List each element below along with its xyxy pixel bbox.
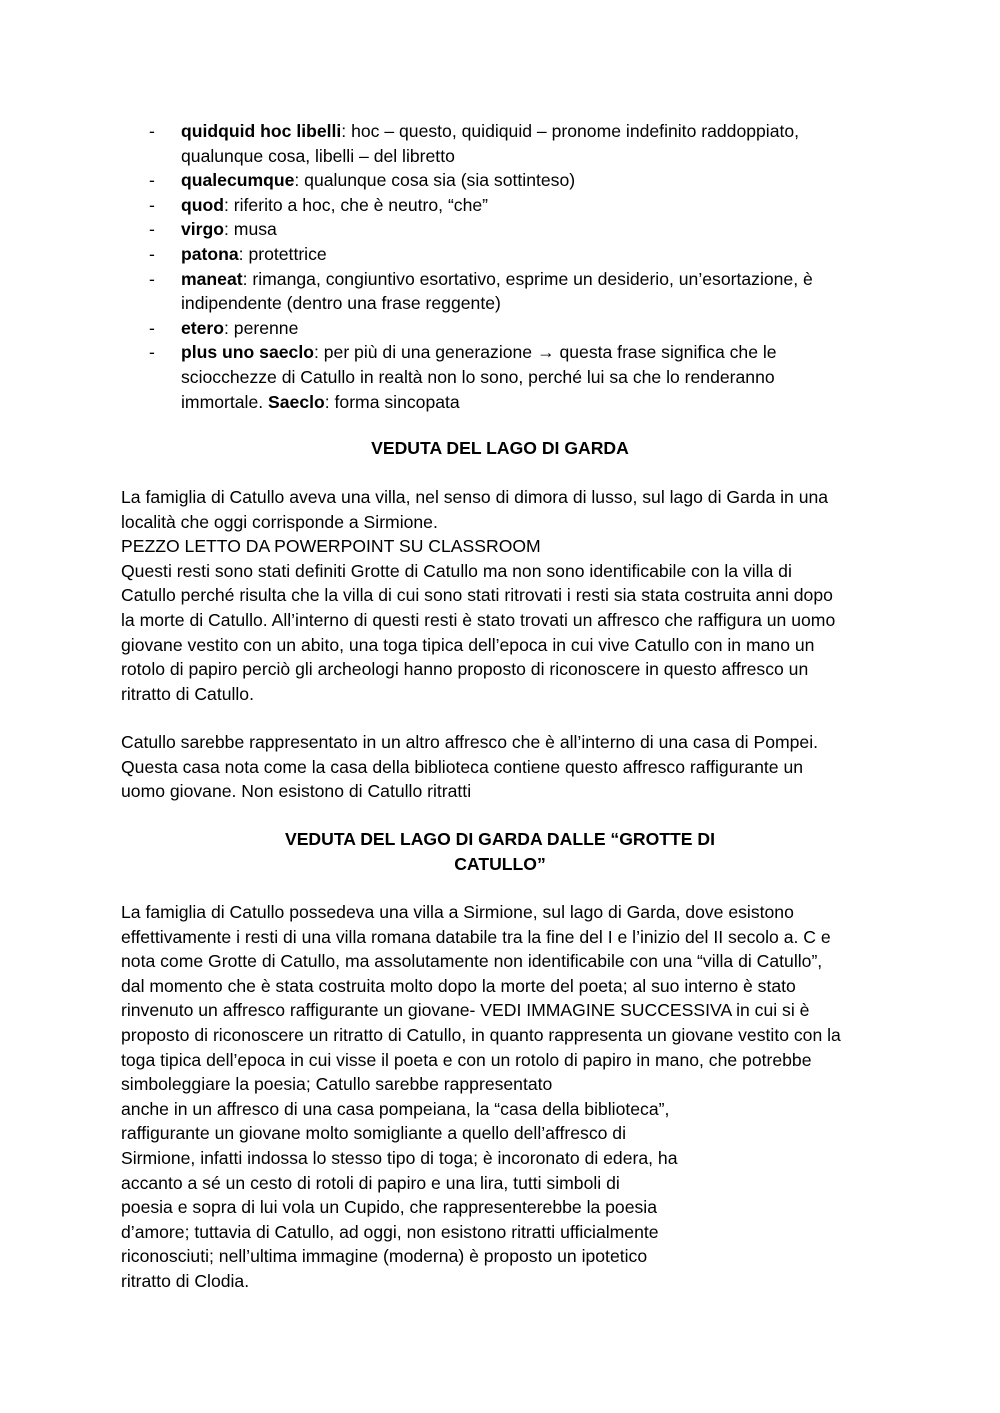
text-line: raffigurante un giovane molto somigliante a quello dell’affresco di [121,1123,626,1144]
glossary-definition: sciocchezze di Catullo in realtà non lo sono, perché lui sa che lo renderanno [181,366,775,387]
section-heading [0,827,1000,877]
text-line: Questi resti sono stati definiti Grotte di Catullo ma non sono identificabile con la villa di [121,560,792,581]
glossary-definition: : per più di una generazione → questa frase significa che le [313,342,777,363]
text-line: poesia e sopra di lui vola un Cupido, che rappresenterebbe la poesia [121,1197,657,1218]
glossary-definition: : perenne [224,317,299,338]
text-line: riconosciuti; nell’ultima immagine (moderna) è proposto un ipotetico [121,1246,648,1267]
bullet-dash: - [149,170,155,191]
text-line: toga tipica dell’epoca in cui visse il poeta e con un rotolo di papiro in mano, che potrebbe [121,1049,812,1070]
text-line: Questa casa nota come la casa della biblioteca contiene questo affresco raffigurante un [121,756,804,777]
text-line: la morte di Catullo. All’interno di questi resti è stato trovati un affresco che raffigura un uomo [121,609,836,630]
glossary-definition: indipendente (dentro una frase reggente) [181,293,501,314]
text-line: d’amore; tuttavia di Catullo, ad oggi, non esistono ritratti ufficialmente [121,1221,659,1242]
list-item [0,340,1000,414]
list-item [0,168,1000,193]
text-line: dal momento che è stata costruita molto dopo la morte del poeta; al suo interno è stato [121,975,796,996]
text-line: rinvenuto un affresco raffigurante un giovane- VEDI IMMAGINE SUCCESSIVA in cui si è [121,1000,810,1021]
glossary-definition: immortale. [181,391,269,412]
glossary-definition: : forma sincopata [324,391,460,412]
list-item [0,316,1000,341]
bullet-dash: - [149,243,155,264]
glossary-definition: : qualunque cosa sia (sia sottinteso) [294,170,576,191]
text-line: località che oggi corrisponde a Sirmione. [121,511,438,532]
paragraph [121,485,835,706]
glossary-term: qualecumque [181,170,295,191]
heading-line: CATULLO” [454,854,546,874]
text-line: Catullo sarebbe rappresentato in un altro affresco che è all’interno di una casa di Pompei. [121,732,819,752]
glossary-list [0,119,1000,414]
glossary-term: patona [181,243,239,264]
text-line: anche in un affresco di una casa pompeiana, la “casa della biblioteca”, [121,1098,670,1119]
text-line: rotolo di papiro perciò gli archeologi hanno proposto di riconoscere in questo affresco un [121,659,809,680]
paragraph [121,730,818,804]
text-line: giovane vestito con un abito, una toga tipica dell’epoca in cui vive Catullo con in mano un [121,634,815,655]
glossary-definition: : hoc – questo, quidiquid – pronome indefinito raddoppiato, [341,121,800,141]
list-item [0,267,1000,316]
text-line: proposto di riconoscere un ritratto di Catullo, in quanto rappresenta un giovane vestito con la [121,1024,841,1045]
bullet-dash: - [149,342,155,363]
text-line: La famiglia di Catullo possedeva una villa a Sirmione, sul lago di Garda, dove esistono [121,902,794,922]
section-heading: VEDUTA DEL LAGO DI GARDA [371,438,629,458]
text-line: Catullo perché risulta che la villa di cui sono stati ritrovati i resti sia stata costruita anni dopo [121,585,833,606]
text-line: La famiglia di Catullo aveva una villa, nel senso di dimora di lusso, sul lago di Garda in una [121,487,829,507]
glossary-definition: : musa [224,219,277,240]
glossary-term: plus uno saeclo [181,342,314,363]
bullet-dash: - [149,194,155,215]
text-line: Sirmione, infatti indossa lo stesso tipo di toga; è incoronato di edera, ha [121,1147,678,1168]
text-line: nota come Grotte di Catullo, ma assolutamente non identificabile con una “villa di Catullo”, [121,951,823,972]
heading-line: VEDUTA DEL LAGO DI GARDA DALLE “GROTTE DI [284,829,716,849]
bullet-dash: - [149,121,155,141]
bullet-dash: - [149,268,155,289]
text-line: simboleggiare la poesia; Catullo sarebbe rappresentato [121,1074,553,1095]
text-line: PEZZO LETTO DA POWERPOINT SU CLASSROOM [121,536,541,557]
bullet-dash: - [149,219,155,240]
text-line: accanto a sé un cesto di rotoli di papiro e una lira, tutti simboli di [121,1172,620,1193]
glossary-definition: qualunque cosa, libelli – del libretto [181,145,455,166]
list-item [0,119,1000,168]
paragraph [121,900,841,1294]
list-item [0,242,1000,267]
glossary-term: etero [181,317,225,338]
glossary-term: quod [181,194,224,215]
glossary-term: maneat [181,268,243,289]
glossary-term: Saeclo [268,391,325,412]
text-line: ritratto di Catullo. [121,683,254,704]
glossary-term: quidquid hoc libelli [181,121,342,141]
text-line: uomo giovane. Non esistono di Catullo ritratti [121,781,472,802]
glossary-definition: : protettrice [238,243,327,264]
bullet-dash: - [149,317,155,338]
text-line: effettivamente i resti di una villa romana databile tra la fine del I e l’inizio del II secolo a. C e [121,926,831,947]
list-item [0,193,1000,218]
glossary-term: virgo [181,219,225,240]
glossary-definition: : riferito a hoc, che è neutro, “che” [224,194,489,215]
text-line: ritratto di Clodia. [121,1270,250,1291]
list-item [0,217,1000,242]
glossary-definition: : rimanga, congiuntivo esortativo, esprime un desiderio, un’esortazione, è [242,268,813,289]
